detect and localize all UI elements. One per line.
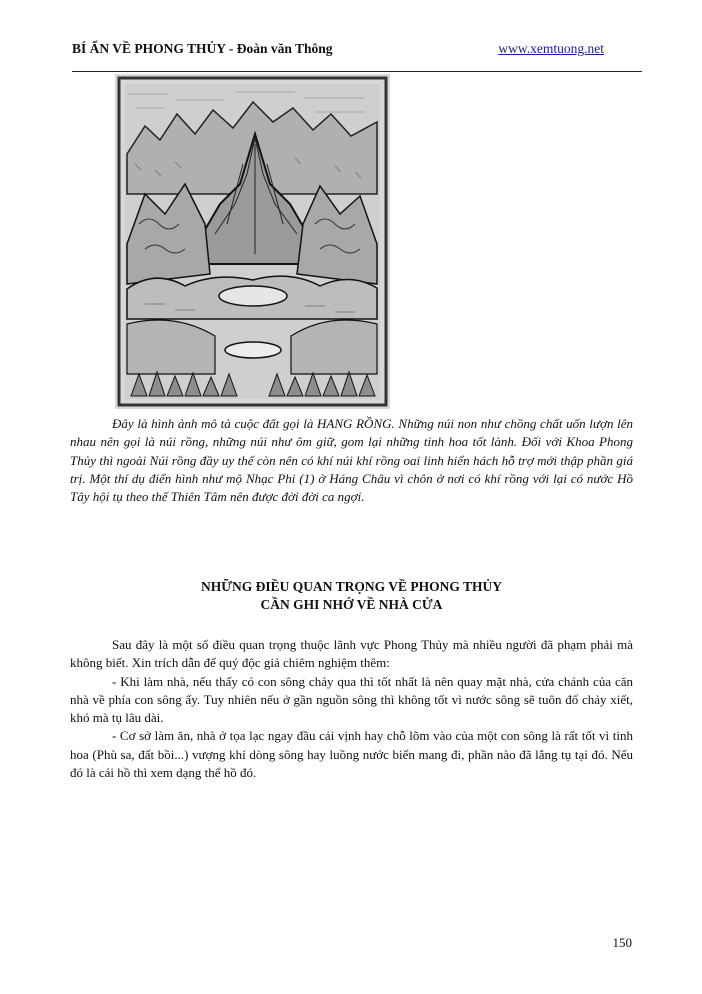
dragon-cave-illustration — [115, 74, 390, 409]
page-number: 150 — [612, 935, 632, 950]
section-heading-line-2: CẦN GHI NHỚ VỀ NHÀ CỬA — [260, 597, 443, 612]
paragraph-intro: Sau đây là một số điều quan trọng thuộc lãnh vực Phong Thủy mà nhiều người đã phạm phải mà không biết. Xin trích dẫn để quý độc giả chiêm nghiệm thêm: — [70, 637, 633, 671]
section-heading-line-1: NHỮNG ĐIỀU QUAN TRỌNG VỀ PHONG THỦY — [200, 579, 503, 594]
website-link[interactable]: www.xemtuong.net — [498, 41, 604, 56]
page-header — [72, 41, 642, 72]
body-text — [70, 636, 633, 782]
mountain-engraving — [115, 74, 390, 409]
section-heading — [70, 578, 633, 614]
paragraph-bay-location: - Cơ sở làm ăn, nhà ở tọa lạc ngay đầu cái vịnh hay chỗ lõm vào của một con sông là rất tốt vì tinh hoa (Phù sa, đất bồi...) vượng khí dòng sông hay luồng nước biển mang đi, phần nào đã lắng tụ tại đó. Nếu đó là cái hồ thì xem dạng thể hồ đó. — [70, 728, 633, 781]
illustration-caption: Đây là hình ảnh mô tả cuộc đất gọi là HANG RỒNG. Những núi non như chồng chất uốn lượn lên nhau nên gọi là núi rồng, những núi như ôm giữ, gom lại những tinh hoa tốt lành. Đối với Khoa Phong Thủy thì ngoài Núi rồng đầy uy thế còn nên có khí núi khí rồng oai linh hiển hách hỗ trợ mới thập phần giá trị. Một thí dụ điển hình như mộ Nhạc Phi (1) ở Háng Châu vì chôn ở nơi có khí rồng với lại có nước Hồ Tây hội tụ theo thế Thiên Tâm nên được đời đời ca ngợi. — [70, 416, 633, 505]
paragraph-river-facing: - Khi làm nhà, nếu thấy có con sông chảy qua thì tốt nhất là nên quay mặt nhà, cửa chánh của căn nhà về phía con sông ấy. Tuy nhiên nếu ở gần nguồn sông thì không tốt vì nước sông sẽ tuôn đổ chảy xiết, khó mà tụ lâu dài. — [70, 673, 633, 726]
book-title: BÍ ẨN VỀ PHONG THỦY - Đoàn văn Thông — [72, 41, 333, 56]
